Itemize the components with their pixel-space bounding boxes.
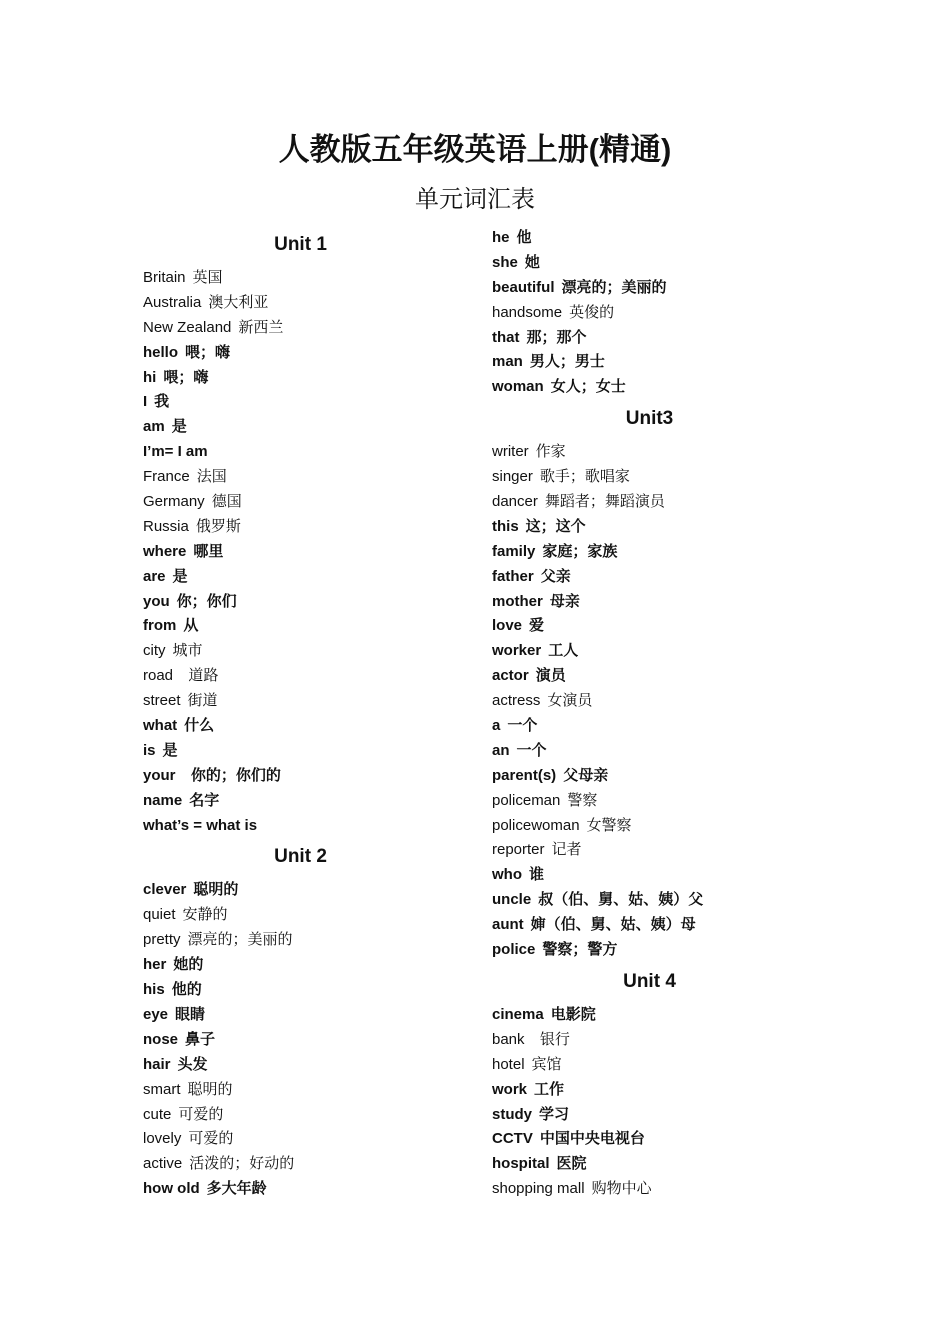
page-title: 人教版五年级英语上册(精通) [278,132,672,167]
vocab-entry [492,1053,812,1078]
chinese-meaning: 聪明的 [193,881,239,899]
vocab-entry [143,928,463,953]
vocab-entry [492,1127,812,1152]
english-word: reporter [492,841,545,859]
vocab-entry [143,366,463,391]
vocab-entry [492,764,812,789]
chinese-meaning: 安静的 [182,906,228,924]
vocab-entry [143,639,463,664]
vocab-entry [492,540,812,565]
english-word: handsome [492,303,563,321]
vocab-entry [143,953,463,978]
english-word: how old [143,1180,200,1198]
english-word: city [143,642,166,660]
chinese-meaning: 父亲 [540,567,571,585]
english-word: shopping mall [492,1180,585,1198]
vocab-entry [143,714,463,739]
chinese-meaning: 女人；女士 [550,378,626,396]
chinese-meaning: 哪里 [193,542,224,560]
vocab-entry [143,415,463,440]
chinese-meaning: 漂亮的；美丽的 [187,931,293,949]
english-word: where [143,542,187,560]
english-word: smart [143,1080,181,1098]
vocab-entry [492,689,812,714]
chinese-meaning: 男人；男士 [529,353,605,371]
chinese-meaning: 婶（伯、舅、姑、姨）母 [530,916,696,934]
chinese-meaning: 他的 [171,981,202,999]
vocab-entry [492,1177,812,1202]
chinese-meaning: 多大年龄 [206,1180,267,1198]
vocab-entry [143,1152,463,1177]
chinese-meaning: 谁 [529,866,545,884]
vocab-entry [143,1053,463,1078]
vocab-entry [492,350,812,375]
chinese-meaning: 他 [516,229,532,246]
chinese-meaning: 银行 [531,1030,570,1048]
chinese-meaning: 警察；警方 [542,941,618,959]
english-word: am [143,418,165,436]
chinese-meaning: 头发 [177,1055,208,1073]
english-word: singer [492,468,533,486]
vocab-entry [143,878,463,903]
english-word: your [143,766,176,784]
english-word: worker [492,642,542,660]
chinese-meaning: 从 [183,617,199,635]
english-word: bank [492,1030,525,1048]
english-word: active [143,1155,183,1173]
vocab-entry [492,1103,812,1128]
english-word: man [492,353,523,371]
chinese-meaning: 宾馆 [531,1055,562,1073]
vocab-entry [492,465,812,490]
english-word: cute [143,1105,172,1123]
english-word: actor [492,667,529,685]
english-word: hotel [492,1055,525,1073]
chinese-meaning: 那；那个 [526,328,587,346]
vocab-entry [143,789,463,814]
right-vocab-column [492,226,812,1202]
chinese-meaning: 是 [172,567,188,585]
chinese-meaning: 鼻子 [185,1030,216,1048]
unit-heading: Unit 1 [274,234,327,255]
english-word: France [143,468,190,486]
vocab-entry [492,814,812,839]
english-word: family [492,542,536,560]
vocab-entry [492,490,812,515]
english-word: actress [492,692,541,710]
chinese-meaning: 作家 [535,443,566,461]
chinese-meaning: 眼睛 [175,1005,206,1023]
vocab-entry [143,1127,463,1152]
chinese-meaning: 歌手；歌唱家 [539,468,630,486]
vocab-entry [492,913,812,938]
english-word: Russia [143,517,189,535]
chinese-meaning: 一个 [516,741,547,759]
chinese-meaning: 学习 [539,1105,570,1123]
vocab-entry [492,226,812,251]
chinese-meaning: 是 [171,418,187,436]
english-word: his [143,981,165,999]
english-word: work [492,1080,528,1098]
vocab-entry [143,390,463,415]
chinese-meaning: 可爱的 [178,1105,224,1123]
chinese-meaning: 一个 [507,717,538,735]
vocab-entry [143,1177,463,1202]
vocab-entry [492,614,812,639]
english-word: road [143,667,174,685]
chinese-meaning: 医院 [556,1155,587,1173]
chinese-meaning: 漂亮的；美丽的 [561,278,667,296]
vocab-entry [492,440,812,465]
english-word: police [492,941,536,959]
vocab-entry [492,276,812,301]
english-word: she [492,253,518,271]
vocab-entry [143,465,463,490]
english-word: who [492,866,522,884]
english-word: an [492,741,510,759]
chinese-meaning: 德国 [211,493,242,511]
english-word: from [143,617,177,635]
english-word: lovely [143,1130,182,1148]
chinese-meaning: 电影院 [550,1005,596,1023]
vocab-entry [143,739,463,764]
vocab-entry [492,714,812,739]
english-word: study [492,1105,533,1123]
english-word: her [143,956,167,974]
english-word: hello [143,343,179,361]
vocab-entry [143,903,463,928]
unit-heading: Unit 4 [623,970,676,992]
vocab-entry [143,515,463,540]
vocab-entry [492,863,812,888]
chinese-meaning: 中国中央电视台 [539,1130,645,1148]
english-word: uncle [492,891,532,909]
vocab-entry [492,1003,812,1028]
chinese-meaning: 英国 [192,269,223,286]
vocab-entry [492,938,812,963]
vocab-entry [143,1078,463,1103]
english-word: that [492,328,520,346]
english-word: writer [492,443,529,461]
english-word: Britain [143,269,186,286]
english-word: New Zealand [143,318,232,336]
english-word: you [143,592,170,610]
chinese-meaning: 这；这个 [525,517,586,535]
english-word: dancer [492,493,538,511]
chinese-meaning: 叔（伯、舅、姑、姨）父 [538,891,704,909]
english-word: beautiful [492,278,555,296]
chinese-meaning: 澳大利亚 [208,293,269,311]
chinese-meaning: 家庭；家族 [542,542,618,560]
chinese-meaning: 女演员 [547,692,593,710]
english-word: pretty [143,931,181,949]
vocab-entry [492,301,812,326]
chinese-meaning: 你的；你们的 [182,766,281,784]
english-word: this [492,517,519,535]
vocab-entry [492,590,812,615]
english-word: hi [143,368,157,386]
chinese-meaning: 活泼的；好动的 [189,1155,295,1173]
vocab-entry [143,590,463,615]
chinese-meaning: 道路 [180,667,219,685]
chinese-meaning: 她的 [173,956,204,974]
english-word: policeman [492,791,561,809]
vocab-entry [143,814,463,839]
vocab-entry [492,565,812,590]
vocab-entry [492,888,812,913]
vocab-entry [143,540,463,565]
vocab-entry [143,614,463,639]
english-word: mother [492,592,543,610]
vocab-entry [492,1028,812,1053]
english-word: what’s = what is [143,816,258,834]
chinese-meaning: 喂；嗨 [185,343,231,361]
vocab-entry [143,316,463,341]
chinese-meaning: 工人 [548,642,579,660]
vocab-entry [492,664,812,689]
vocab-entry [492,838,812,863]
vocab-entry [143,291,463,316]
english-word: policewoman [492,816,580,834]
chinese-meaning: 你；你们 [176,592,237,610]
chinese-meaning: 聪明的 [187,1080,233,1098]
chinese-meaning: 我 [154,393,170,411]
english-word: father [492,567,534,585]
chinese-meaning: 演员 [535,667,566,685]
vocab-entry [143,689,463,714]
chinese-meaning: 工作 [534,1080,565,1098]
vocab-entry [143,1003,463,1028]
chinese-meaning: 英俊的 [569,303,615,321]
english-word: what [143,717,178,735]
english-word: nose [143,1030,179,1048]
vocab-entry [143,664,463,689]
vocab-entry [492,739,812,764]
english-word: clever [143,881,187,899]
english-word: a [492,717,501,735]
vocab-entry [143,764,463,789]
english-word: woman [492,378,544,396]
vocab-entry [143,490,463,515]
unit-heading: Unit 2 [274,846,327,868]
vocab-entry [143,1028,463,1053]
english-word: he [492,229,510,246]
chinese-meaning: 警察 [567,791,598,809]
english-word: parent(s) [492,766,557,784]
english-word: aunt [492,916,524,934]
vocab-entry [143,266,463,291]
english-word: name [143,791,183,809]
chinese-meaning: 是 [162,741,178,759]
chinese-meaning: 记者 [551,841,582,859]
vocab-entry [143,978,463,1003]
chinese-meaning: 可爱的 [188,1130,234,1148]
vocab-entry [143,1103,463,1128]
english-word: are [143,567,166,585]
vocab-entry [492,789,812,814]
chinese-meaning: 父母亲 [563,766,609,784]
english-word: love [492,617,523,635]
english-word: I [143,393,148,411]
left-vocab-column [143,226,463,1202]
chinese-meaning: 名字 [189,791,220,809]
english-word: I’m= I am [143,443,208,461]
chinese-meaning: 俄罗斯 [195,517,241,535]
vocab-entry [492,515,812,540]
english-word: hair [143,1055,171,1073]
chinese-meaning: 母亲 [549,592,580,610]
chinese-meaning: 什么 [184,717,215,735]
chinese-meaning: 喂；嗨 [163,368,209,386]
chinese-meaning: 爱 [529,617,545,635]
english-word: CCTV [492,1130,533,1148]
chinese-meaning: 女警察 [586,816,632,834]
english-word: street [143,692,181,710]
vocab-entry [492,1152,812,1177]
vocab-entry [143,341,463,366]
english-word: eye [143,1005,169,1023]
vocab-entry [492,326,812,351]
vocab-entry [492,251,812,276]
chinese-meaning: 法国 [196,468,227,486]
english-word: Australia [143,293,202,311]
chinese-meaning: 城市 [172,642,203,660]
vocab-entry [492,639,812,664]
english-word: is [143,741,156,759]
english-word: Germany [143,493,205,511]
chinese-meaning: 新西兰 [238,318,284,336]
vocab-entry [143,440,463,465]
chinese-meaning: 舞蹈者；舞蹈演员 [544,493,665,511]
vocab-entry [492,375,812,400]
vocab-entry [492,1078,812,1103]
english-word: quiet [143,906,176,924]
page-subtitle: 单元词汇表 [415,186,535,213]
chinese-meaning: 购物中心 [591,1180,652,1198]
english-word: cinema [492,1005,544,1023]
chinese-meaning: 街道 [187,692,218,710]
english-word: hospital [492,1155,550,1173]
vocab-entry [143,565,463,590]
unit-heading: Unit3 [625,408,674,430]
chinese-meaning: 她 [524,253,540,271]
